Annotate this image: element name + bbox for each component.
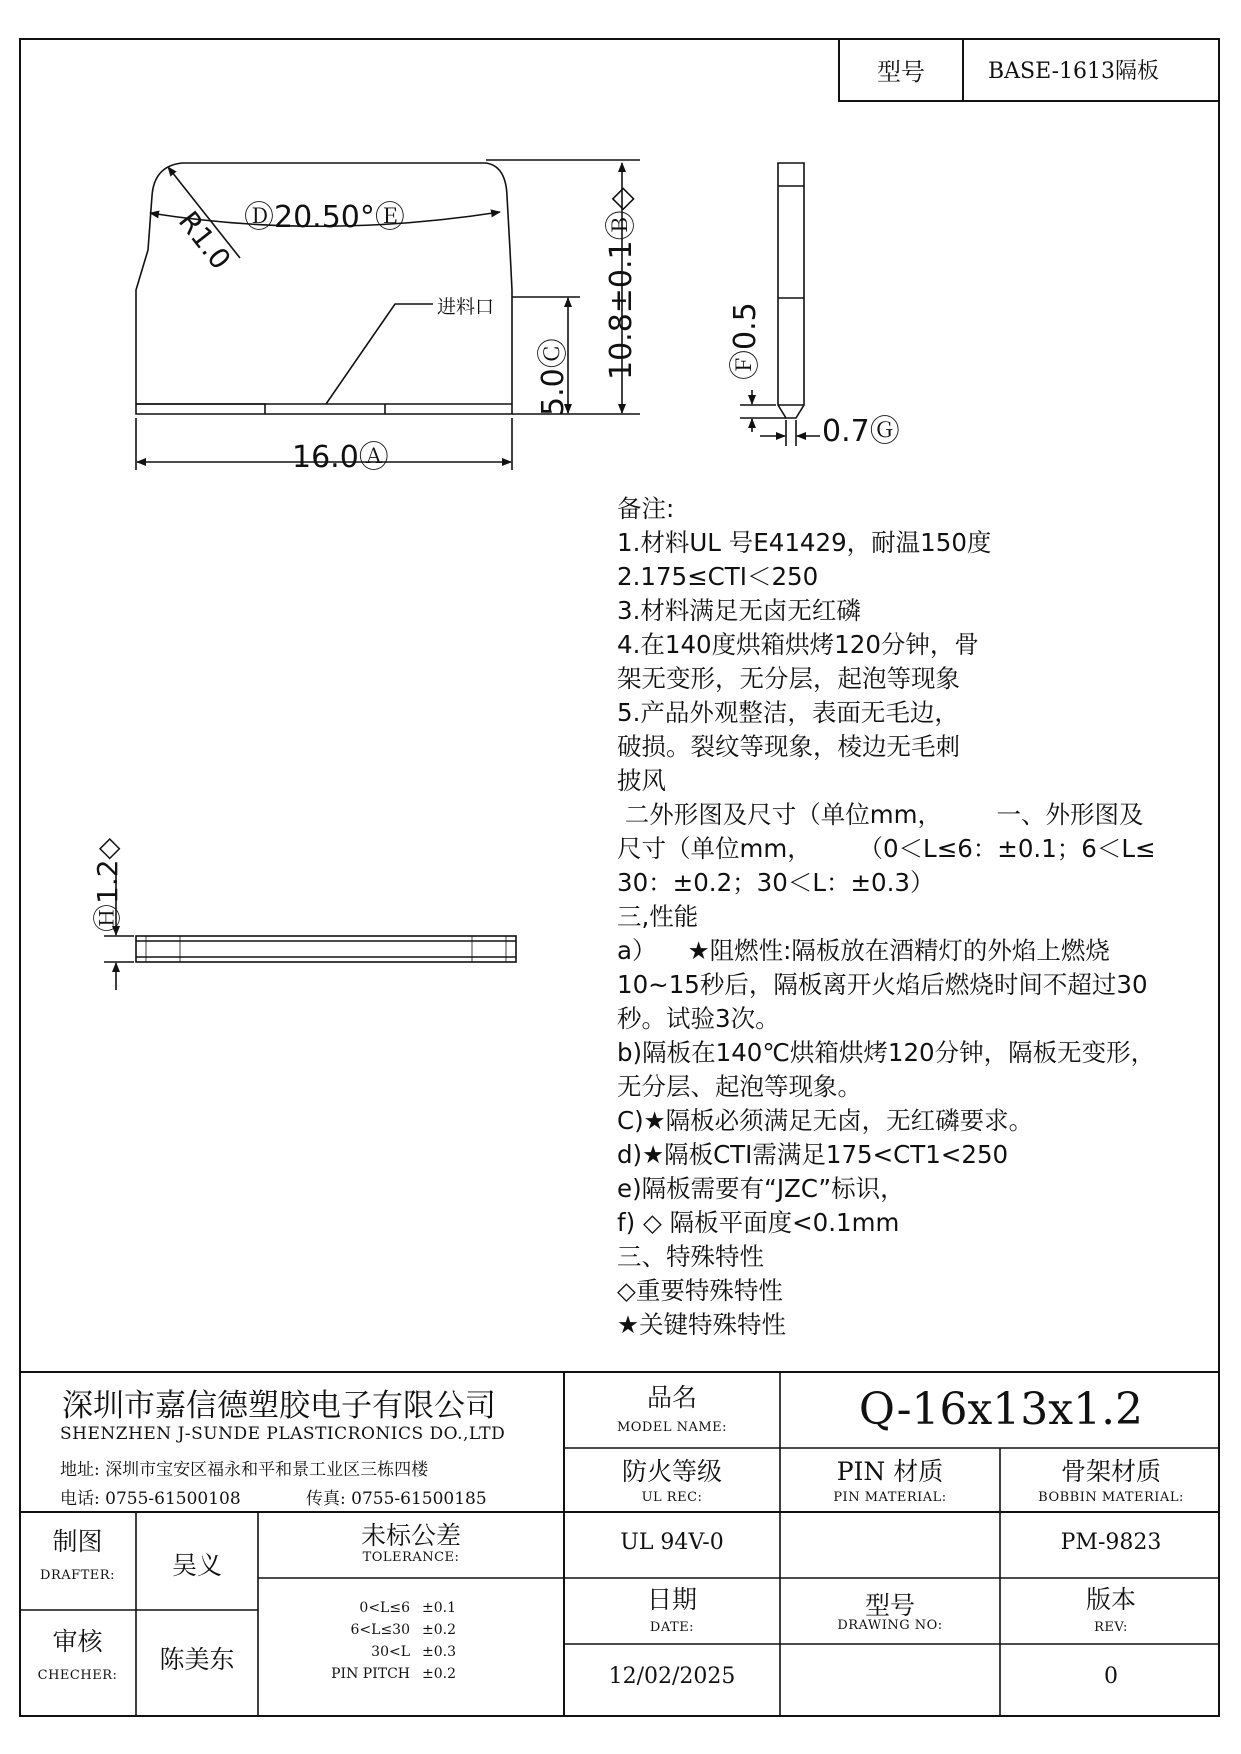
header-model-label: 型号 [877,58,925,86]
tolerance-label-cn: 未标公差 [360,1521,461,1550]
drafter-name: 吴义 [171,1551,222,1580]
note-line: b)隔板在140℃烘箱烘烤120分钟，隔板无变形， [617,1038,1156,1067]
notes-block [617,492,1207,1342]
note-line: 无分层、起泡等现象。 [617,1072,862,1101]
tolerance-row [300,1622,500,1644]
model-name-label-cn: 品名 [646,1383,697,1412]
company-name-en: SHENZHEN J-SUNDE PLASTICRONICS DO.,LTD [60,1424,506,1444]
drawing-no-label-cn: 型号 [864,1591,915,1620]
note-line: 二外形图及尺寸（单位mm， 一、外形图及 [617,800,1144,829]
checker-name: 陈美东 [159,1645,235,1674]
note-line: 秒。试验3次。 [617,1004,780,1033]
tolerance-range: PIN PITCH [331,1666,410,1682]
ul-rec-label-en: UL REC: [641,1490,703,1505]
model-name-label-en: MODEL NAME: [616,1420,728,1435]
company-address: 地址: 深圳市宝安区福永和平和景工业区三栋四楼 [60,1460,429,1480]
note-line: 4.在140度烘箱烘烤120分钟，骨 [617,630,979,659]
checker-label-en: CHECHER: [37,1668,118,1683]
tolerance-value: ±0.2 [422,1622,456,1638]
note-line: 2.175≤CTI＜250 [617,562,819,591]
gate-label: 进料口 [437,296,495,318]
note-line: d)★隔板CTI需满足175<CT1<250 [617,1140,1009,1169]
company-fax: 传真: 0755-61500185 [306,1489,487,1509]
note-line: 3.材料满足无卤无红磷 [617,596,861,625]
note-line: 10~15秒后，隔板离开火焰后燃烧时间不超过30 [617,970,1148,999]
tolerance-value: ±0.3 [422,1644,456,1660]
tolerance-row [300,1600,500,1622]
rev-value: 0 [1104,1664,1118,1689]
model-name-value: Q-16x13x1.2 [858,1384,1144,1435]
note-line: 三、特殊特性 [617,1242,764,1271]
bobbin-material-label-en: BOBBIN MATERIAL: [1038,1490,1184,1505]
dim-width-label: 16.0Ⓐ [292,440,389,475]
note-line: 1.材料UL 号E41429，耐温150度 [617,528,992,557]
header-model-value: BASE-1613隔板 [988,59,1160,84]
company-name-cn: 深圳市嘉信德塑胶电子有限公司 [62,1388,496,1424]
pin-material-label-en: PIN MATERIAL: [833,1490,947,1505]
rev-label-cn: 版本 [1085,1585,1136,1614]
ul-rec-value: UL 94V-0 [620,1530,724,1555]
dim-radius-label: R1.0 [171,205,238,276]
bobbin-material-value: PM-9823 [1060,1530,1162,1555]
note-line: 备注: [617,494,675,523]
tolerance-range: 6<L≤30 [350,1622,410,1638]
dim-side-thickness-label: 0.7Ⓖ [822,414,900,449]
drafter-label-cn: 制图 [52,1527,103,1556]
tolerance-value: ±0.1 [422,1600,456,1616]
tolerance-range: 0<L≤6 [359,1600,410,1616]
date-value: 12/02/2025 [608,1664,736,1689]
dim-side-step-label: Ⓕ0.5 [728,302,763,380]
drawing-no-label-en: DRAWING NO: [837,1618,943,1633]
tolerance-row [300,1644,500,1666]
note-line: 尺寸（单位mm， （0＜L≤6：±0.1；6＜L≤ [617,834,1156,863]
note-line: 架无变形，无分层，起泡等现象 [617,664,960,693]
dim-height-label: 10.8±0.1Ⓑ◇ [604,187,639,380]
note-line: 5.产品外观整洁，表面无毛边， [617,698,959,727]
note-line: 破损。裂纹等现象，棱边无毛刺 [617,732,960,761]
company-phone: 电话: 0755-61500108 [60,1489,241,1509]
note-line: f) ◇ 隔板平面度<0.1mm [617,1208,900,1237]
thickness-view-outline [136,936,516,962]
note-line: 30：±0.2；30＜L：±0.3） [617,868,935,897]
dim-angle-label: Ⓓ20.50°Ⓔ [244,200,405,235]
tolerance-label-en: TOLERANCE: [362,1550,460,1565]
rev-label-en: REV: [1094,1620,1128,1635]
note-line: ◇重要特殊特性 [617,1276,783,1305]
dim-thickness-label: Ⓗ1.2◇ [91,837,124,932]
note-line: 三,性能 [617,902,699,931]
note-line: C)★隔板必须满足无卤，无红磷要求。 [617,1106,1034,1135]
note-line: a） ★阻燃性:隔板放在酒精灯的外焰上燃烧 [617,936,1110,965]
checker-label-cn: 审核 [52,1627,103,1656]
ul-rec-label-cn: 防火等级 [621,1457,722,1486]
tolerance-value: ±0.2 [422,1666,456,1682]
date-label-en: DATE: [649,1620,695,1635]
note-line: 披风 [617,766,666,795]
tolerance-range: 30<L [371,1644,410,1660]
tolerance-table [300,1600,500,1688]
note-line: e)隔板需要有“JZC”标识， [617,1174,905,1203]
bobbin-material-label-cn: 骨架材质 [1060,1457,1161,1486]
drafter-label-en: DRAFTER: [40,1568,115,1583]
tolerance-row [300,1666,500,1688]
pin-material-label-cn: PIN 材质 [836,1457,944,1486]
note-line: ★关键特殊特性 [617,1310,786,1339]
dim-gate-height-label: 5.0Ⓒ [536,338,571,416]
side-view-outline [778,163,804,418]
date-label-cn: 日期 [646,1585,697,1614]
